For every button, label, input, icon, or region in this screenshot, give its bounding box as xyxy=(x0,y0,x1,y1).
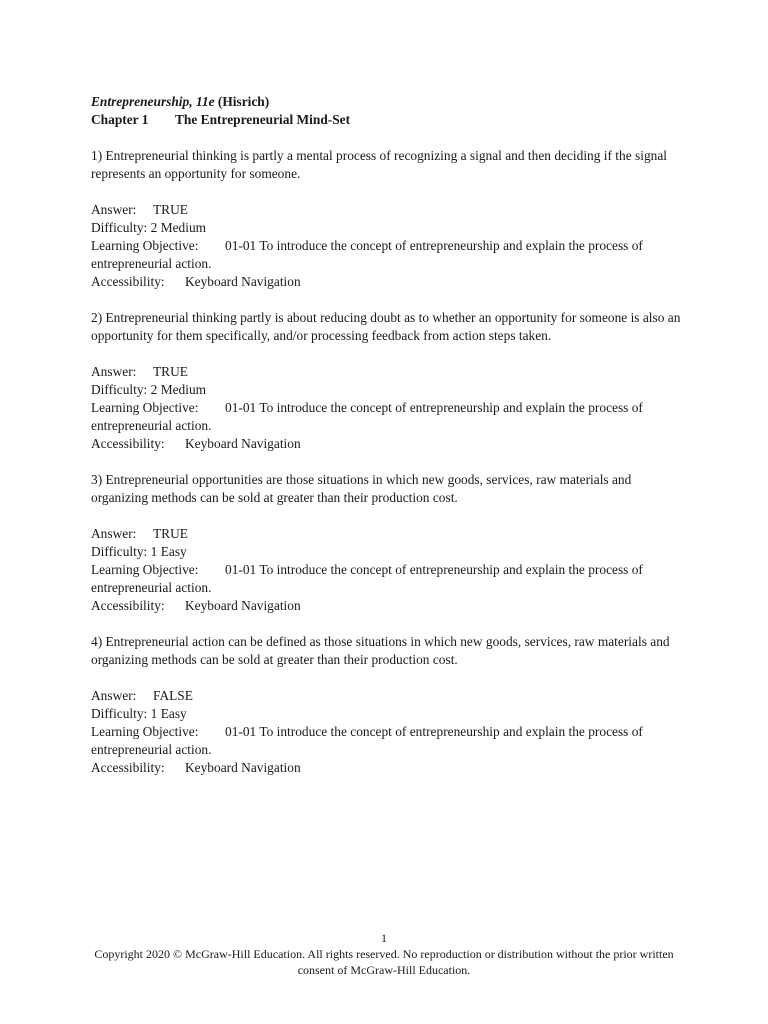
answer-line xyxy=(91,201,681,219)
copyright-notice: Copyright 2020 © McGraw-Hill Education. All rights reserved. No reproduction or distribution without the prior written consent of McGraw-Hill Education. xyxy=(94,947,674,977)
chapter-title: The Entrepreneurial Mind-Set xyxy=(175,112,351,127)
answer-value: TRUE xyxy=(153,526,188,541)
answer-value: TRUE xyxy=(153,364,188,379)
learning-objective-value: 01-01 To introduce the concept of entrepreneurship and explain the process of entrepreneurial action. xyxy=(91,238,643,271)
learning-objective-line xyxy=(91,723,681,759)
book-title: Entrepreneurship, 11e xyxy=(91,94,215,109)
answer-value: TRUE xyxy=(153,202,188,217)
answer-line xyxy=(91,525,681,543)
learning-objective-line xyxy=(91,399,681,435)
question-item xyxy=(91,147,681,291)
chapter-heading xyxy=(91,111,681,129)
question-text: 1) Entrepreneurial thinking is partly a mental process of recognizing a signal and then deciding if the signal represents an opportunity for someone. xyxy=(91,148,667,181)
answer-line xyxy=(91,687,681,705)
difficulty-value: 2 Medium xyxy=(150,382,207,397)
question-text: 4) Entrepreneurial action can be defined as those situations in which new goods, services, raw materials and organizing methods can be sold at greater than their production cost. xyxy=(91,634,670,667)
question-meta xyxy=(91,687,681,777)
answer-value: FALSE xyxy=(153,688,193,703)
difficulty-label: Difficulty: xyxy=(91,382,148,397)
learning-objective-line xyxy=(91,237,681,273)
book-heading xyxy=(91,93,681,111)
accessibility-value: Keyboard Navigation xyxy=(185,760,301,775)
accessibility-label: Accessibility: xyxy=(91,274,165,289)
difficulty-label: Difficulty: xyxy=(91,706,148,721)
learning-objective-label: Learning Objective: xyxy=(91,238,199,253)
page-number: 1 xyxy=(381,931,387,945)
accessibility-value: Keyboard Navigation xyxy=(185,598,301,613)
question-item xyxy=(91,471,681,615)
page-content xyxy=(91,93,681,777)
chapter-number: Chapter 1 xyxy=(91,112,149,127)
difficulty-value: 1 Easy xyxy=(150,706,187,721)
difficulty-line xyxy=(91,705,681,723)
learning-objective-label: Learning Objective: xyxy=(91,400,199,415)
question-meta xyxy=(91,363,681,453)
difficulty-label: Difficulty: xyxy=(91,220,148,235)
page-footer xyxy=(0,930,768,978)
accessibility-line xyxy=(91,597,681,615)
learning-objective-value: 01-01 To introduce the concept of entrepreneurship and explain the process of entrepreneurial action. xyxy=(91,724,643,757)
answer-label: Answer: xyxy=(91,364,137,379)
answer-line xyxy=(91,363,681,381)
accessibility-line xyxy=(91,273,681,291)
accessibility-label: Accessibility: xyxy=(91,598,165,613)
difficulty-label: Difficulty: xyxy=(91,544,148,559)
accessibility-value: Keyboard Navigation xyxy=(185,436,301,451)
accessibility-line xyxy=(91,759,681,777)
question-text: 3) Entrepreneurial opportunities are those situations in which new goods, services, raw materials and organizing methods can be sold at greater than their production cost. xyxy=(91,472,632,505)
accessibility-label: Accessibility: xyxy=(91,436,165,451)
difficulty-line xyxy=(91,543,681,561)
question-meta xyxy=(91,525,681,615)
learning-objective-label: Learning Objective: xyxy=(91,724,199,739)
question-item xyxy=(91,309,681,453)
question-meta xyxy=(91,201,681,291)
accessibility-label: Accessibility: xyxy=(91,760,165,775)
difficulty-line xyxy=(91,381,681,399)
learning-objective-label: Learning Objective: xyxy=(91,562,199,577)
answer-label: Answer: xyxy=(91,202,137,217)
accessibility-value: Keyboard Navigation xyxy=(185,274,301,289)
answer-label: Answer: xyxy=(91,688,137,703)
accessibility-line xyxy=(91,435,681,453)
question-text: 2) Entrepreneurial thinking partly is about reducing doubt as to whether an opportunity for someone is also an opportunity for them specifically, and/or processing feedback from action steps taken. xyxy=(91,310,681,343)
learning-objective-line xyxy=(91,561,681,597)
difficulty-value: 2 Medium xyxy=(150,220,207,235)
learning-objective-value: 01-01 To introduce the concept of entrepreneurship and explain the process of entrepreneurial action. xyxy=(91,400,643,433)
difficulty-value: 1 Easy xyxy=(150,544,187,559)
question-item xyxy=(91,633,681,777)
answer-label: Answer: xyxy=(91,526,137,541)
book-author: (Hisrich) xyxy=(217,94,270,109)
difficulty-line xyxy=(91,219,681,237)
learning-objective-value: 01-01 To introduce the concept of entrepreneurship and explain the process of entrepreneurial action. xyxy=(91,562,643,595)
